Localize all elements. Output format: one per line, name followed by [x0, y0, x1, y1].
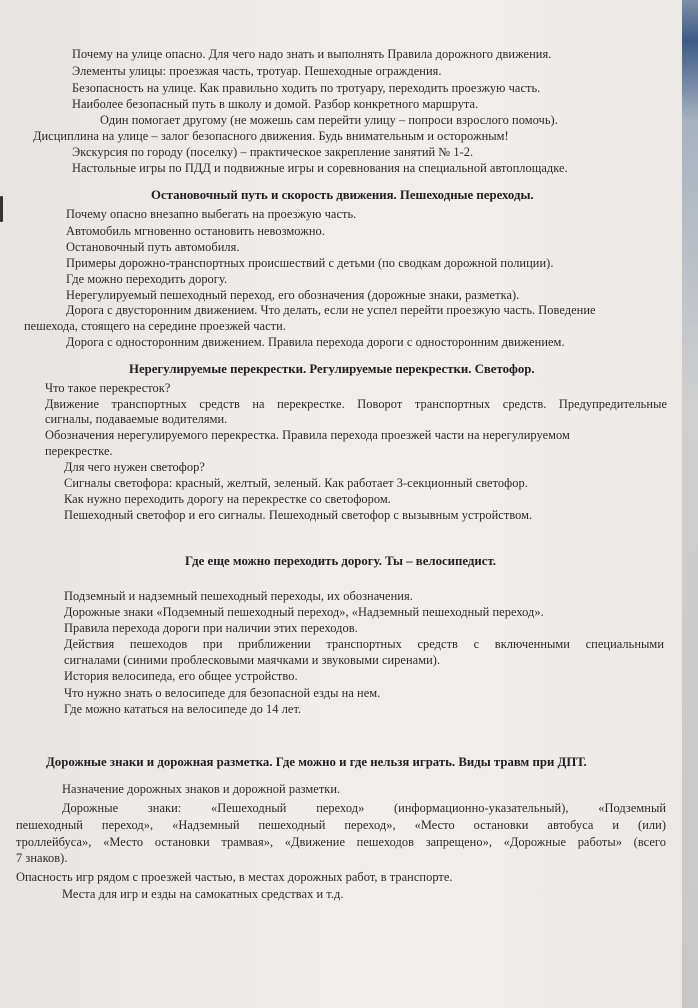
- text-line: Где можно переходить дорогу.: [66, 272, 228, 286]
- text-line: История велосипеда, его общее устройство.: [64, 669, 298, 683]
- text-line: Почему опасно внезапно выбегать на проезжую часть.: [66, 207, 357, 221]
- text-line: Обозначения нерегулируемого перекрестка. Правила перехода проезжей части на нерегулируемом: [45, 428, 570, 442]
- text-line: Пешеходный светофор и его сигналы. Пешеходный светофор с вызывным устройством.: [64, 508, 533, 522]
- text-line: Где можно кататься на велосипеде до 14 лет.: [64, 702, 302, 716]
- text-line: Для чего нужен светофор?: [64, 460, 205, 474]
- margin-pen-mark: [0, 196, 3, 222]
- text-line: Дорога с двусторонним движением. Что делать, если не успел перейти проезжую часть. Поведение: [66, 303, 596, 317]
- text-line: Сигналы светофора: красный, желтый, зеленый. Как работает 3-секционный светофор.: [64, 476, 528, 490]
- text-line: Подземный и надземный пешеходный переходы, их обозначения.: [64, 589, 413, 603]
- section-heading: Остановочный путь и скорость движения. Пешеходные переходы.: [151, 188, 534, 202]
- text-line: перекрестке.: [45, 444, 113, 458]
- text-line: Действия пешеходов при приближении транспортных средств с включенными специальными: [64, 637, 664, 651]
- text-line: пешеходный переход», «Надземный пешеходный переход», «Место остановки автобуса и (или): [16, 818, 666, 832]
- page-edge: [682, 0, 698, 1008]
- text-line: Дорожные знаки: «Пешеходный переход» (информационно-указательный), «Подземный: [62, 801, 666, 815]
- text-line: Назначение дорожных знаков и дорожной разметки.: [62, 782, 341, 796]
- text-line: Элементы улицы: проезжая часть, тротуар. Пешеходные ограждения.: [72, 64, 442, 78]
- text-line: сигналами (синими проблесковыми маячками и звуковыми сиренами).: [64, 653, 441, 667]
- text-line: Примеры дорожно-транспортных происшествий с детьми (по сводкам дорожной полиции).: [66, 256, 554, 270]
- text-line: 7 знаков).: [16, 851, 68, 865]
- section-heading: Дорожные знаки и дорожная разметка. Где можно и где нельзя играть. Виды травм при ДПТ.: [46, 755, 587, 769]
- section-heading: Где еще можно переходить дорогу. Ты – велосипедист.: [185, 554, 496, 568]
- section-heading: Нерегулируемые перекрестки. Регулируемые перекрестки. Светофор.: [129, 362, 535, 376]
- text-line: Что нужно знать о велосипеде для безопасной езды на нем.: [64, 686, 381, 700]
- text-line: Безопасность на улице. Как правильно ходить по тротуару, переходить проезжую часть.: [72, 81, 541, 95]
- text-line: Что такое перекресток?: [45, 381, 171, 395]
- text-line: Настольные игры по ПДД и подвижные игры и соревнования на специальной автоплощадке.: [72, 161, 568, 175]
- text-line: Автомобиль мгновенно остановить невозможно.: [66, 224, 325, 238]
- text-line: Как нужно переходить дорогу на перекрестке со светофором.: [64, 492, 391, 506]
- text-line: Один помогает другому (не можешь сам перейти улицу – попроси взрослого помочь).: [100, 113, 558, 127]
- text-line: Движение транспортных средств на перекрестке. Поворот транспортных средств. Предупредительные: [45, 397, 667, 411]
- text-line: Экскурсия по городу (поселку) – практическое закрепление занятий № 1-2.: [72, 145, 474, 159]
- text-line: Правила перехода дороги при наличии этих переходов.: [64, 621, 358, 635]
- text-line: Места для игр и езды на самокатных средствах и т.д.: [62, 887, 344, 901]
- text-line: Нерегулируемый пешеходный переход, его обозначения (дорожные знаки, разметка).: [66, 288, 520, 302]
- text-line: Дорожные знаки «Подземный пешеходный переход», «Надземный пешеходный переход».: [64, 605, 544, 619]
- text-line: Почему на улице опасно. Для чего надо знать и выполнять Правила дорожного движения.: [72, 47, 552, 61]
- text-line: троллейбуса», «Место остановки трамвая», «Движение пешеходов запрещено», «Дорожные работы» (всего: [16, 835, 666, 849]
- text-line: Остановочный путь автомобиля.: [66, 240, 240, 254]
- text-line: Дисциплина на улице – залог безопасного движения. Будь внимательным и осторожным!: [33, 129, 509, 143]
- text-line: Дорога с односторонним движением. Правила перехода дороги с односторонним движением.: [66, 335, 565, 349]
- text-line: пешехода, стоящего на середине проезжей части.: [24, 319, 286, 333]
- text-line: сигналы, подаваемые водителями.: [45, 412, 228, 426]
- text-line: Опасность игр рядом с проезжей частью, в местах дорожных работ, в транспорте.: [16, 870, 453, 884]
- text-line: Наиболее безопасный путь в школу и домой. Разбор конкретного маршрута.: [72, 97, 479, 111]
